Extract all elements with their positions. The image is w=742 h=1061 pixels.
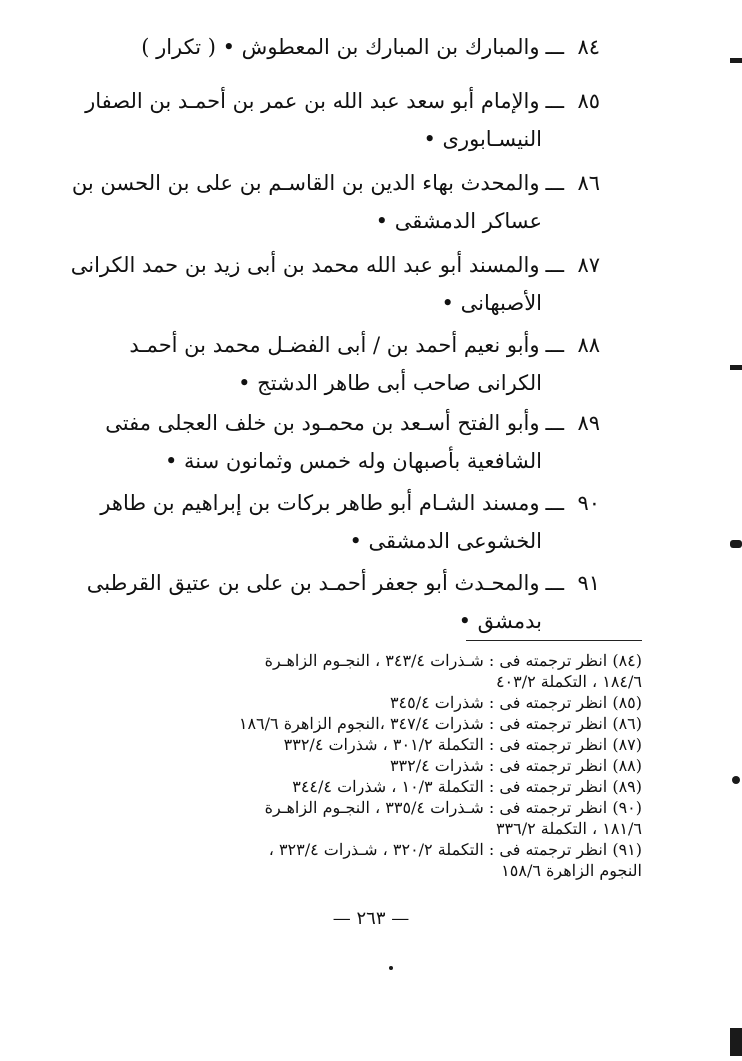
entry-dash: ـــ [545,89,564,113]
entry-text: والمحدث بهاء الدين بن القاسـم بن على بن الحسن بن [71,171,540,195]
entry-number: ٨٩ [577,411,600,435]
entry-text: والمحـدث أبو جعفر أحمـد بن على بن عتيق القرطبى [86,571,540,595]
entry-continuation: الخشوعى الدمشقى • [349,529,542,553]
entry-continuation: الكرانى صاحب أبى طاهر الدشتج • [238,371,542,395]
scan-artifact [730,540,742,548]
entry-90 [100,484,600,560]
entry-number: ٩٠ [577,491,600,515]
entry-dash: ـــ [545,333,564,357]
footnote-line: (٨٤) انظر ترجمته فى : شـذرات ٣٤٣/٤ ، النجـوم الزاهـرة [264,651,642,670]
entry-84 [130,28,600,66]
scan-artifact [732,776,740,784]
entry-text: والمبارك بن المبارك بن المعطوش • ( تكرار ) [141,35,540,59]
entry-text: والإمام أبو سعد عبد الله بن عمر بن أحمـد بن الصفار [85,89,540,113]
footnote-88 [122,755,642,776]
entry-89 [105,404,600,480]
scan-artifact [730,1028,742,1056]
entry-continuation: بدمشق • [458,609,542,633]
entry-91 [86,564,600,640]
entry-87 [70,246,600,322]
footnote-84 [122,650,642,692]
entry-88 [130,326,600,402]
entry-number: ٨٨ [577,333,600,357]
entry-text: ومسند الشـام أبو طاهر بركات بن إبراهيم بن طاهر [100,491,540,515]
footnote-line: (٨٧) انظر ترجمته فى : التكملة ٣٠١/٢ ، شذرات ٣٣٢/٤ [283,735,642,754]
footnote-line: (٨٥) انظر ترجمته فى : شذرات ٣٤٥/٤ [389,693,642,712]
entry-number: ٨٤ [577,35,600,59]
entry-number: ٨٧ [577,253,600,277]
entry-continuation: عساكر الدمشقى • [375,209,542,233]
footnote-line: النجوم الزاهرة ١٥٨/٦ [501,861,642,880]
footnote-89 [122,776,642,797]
footnote-line: (٩٠) انظر ترجمته فى : شـذرات ٣٣٥/٤ ، النجـوم الزاهـرة [264,798,642,817]
entry-dash: ـــ [545,411,564,435]
footnote-line: (٨٦) انظر ترجمته فى : شذرات ٣٤٧/٤ ،النجوم الزاهرة ١٨٦/٦ [238,714,642,733]
footnote-divider [466,640,642,641]
entry-number: ٨٥ [577,89,600,113]
page-number: — ٢٦٣ — [332,908,410,929]
footnote-line: ١٨١/٦ ، التكملة ٣٣٦/٢ [495,819,642,838]
entry-continuation: النيسـابورى • [423,127,542,151]
entry-dash: ـــ [545,571,564,595]
footnote-line: ١٨٤/٦ ، التكملة ٤٠٣/٢ [495,672,642,691]
entry-text: والمسند أبو عبد الله محمد بن أبى زيد بن حمد الكرانى [70,253,540,277]
footnote-line: (٨٨) انظر ترجمته فى : شذرات ٣٣٢/٤ [389,756,642,775]
entry-continuation: الشافعية بأصبهان وله خمس وثمانون سنة • [164,449,542,473]
footnote-85 [122,692,642,713]
footnote-line: (٩١) انظر ترجمته فى : التكملة ٣٢٠/٢ ، شـذرات ٣٢٣/٤ ، [268,840,642,859]
scan-artifact [730,58,742,63]
scan-artifact [389,966,393,970]
footnote-86 [122,713,642,734]
footnotes [122,650,642,881]
entry-85 [85,82,600,158]
footnote-87 [122,734,642,755]
entry-dash: ـــ [545,253,564,277]
footnote-91 [122,839,642,881]
entry-text: وأبو نعيم أحمد بن / أبى الفضـل محمد بن أحمـد [129,333,540,357]
entry-dash: ـــ [545,491,564,515]
footnote-line: (٨٩) انظر ترجمته فى : التكملة ١٠/٣ ، شذرات ٣٤٤/٤ [292,777,642,796]
entry-number: ٨٦ [577,171,600,195]
entry-number: ٩١ [577,571,600,595]
entry-text: وأبو الفتح أسـعد بن محمـود بن خلف العجلى مفتى [105,411,540,435]
entry-dash: ـــ [545,171,564,195]
entry-dash: ـــ [545,35,564,59]
entry-continuation: الأصبهانى • [441,291,542,315]
scan-artifact [730,365,742,370]
footnote-90 [122,797,642,839]
entry-86 [71,164,600,240]
